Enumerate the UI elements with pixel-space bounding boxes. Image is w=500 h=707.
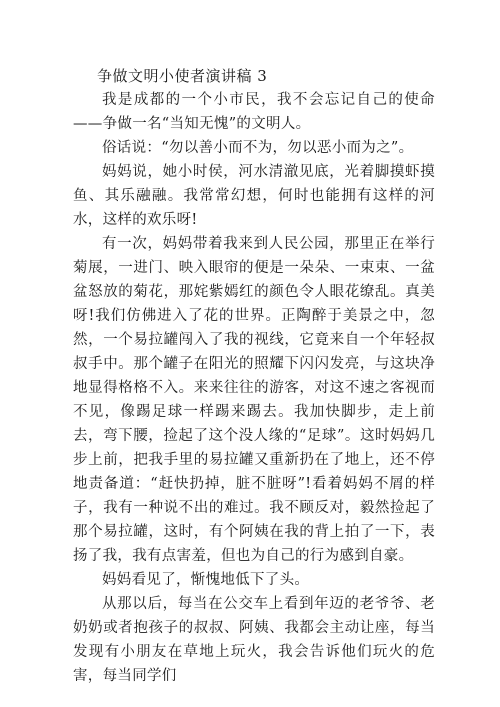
paragraph-proverb: 俗话说：“勿以善小而不为，勿以恶小而为之”。: [102, 140, 414, 156]
document-title: 争做文明小使者演讲稿 3: [97, 67, 268, 85]
paragraph-intro: 我是成都的一个小市民，我不会忘记自己的使命——争做一名“当知无愧”的文明人。: [73, 92, 435, 132]
paragraph-since-then: 从那以后，每当在公交车上看到年迈的老爷爷、老奶奶或者抱孩子的叔叔、阿姨、我都会主动让座，每当发现有小朋友在草地上玩火，我会告诉他们玩火的危害，每当同学们: [73, 596, 435, 684]
paragraph-mother-ashamed: 妈妈看见了，惭愧地低下了头。: [102, 572, 310, 588]
paragraph-park-story: 有一次，妈妈带着我来到人民公园，那里正在举行菊展，一进门、映入眼帘的便是一朵朵、一束束、一盆盆怒放的菊花，那姹紫嫣红的颜色令人眼花缭乱。真美呀!我们仿佛进入了花的世界。正陶醉于美景之中，忽然，一个易拉罐闯入了我的视线，它竟来自一个年轻叔叔手中。那个罐子在阳光的照耀下闪闪发亮，与这块净地显得格格不入。来来往往的游客，对这不速之客视而不见，像踢足球一样踢来踢去。我加快脚步，走上前去，弯下腰，捡起了这个没人缘的“足球”。这时妈妈几步上前，把我手里的易拉罐又重新扔在了地上，还不停地责备道：“赶快扔掉，脏不脏呀”!看着妈妈不屑的样子，我有一种说不出的难过。我不顾反对，毅然捡起了那个易拉罐，这时，有个阿姨在我的背上拍了一下，表扬了我，我有点害羞，但也为自己的行为感到自豪。: [73, 236, 435, 564]
paragraph-mother-childhood: 妈妈说，她小时侯，河水清澈见底，光着脚摸虾摸鱼、其乐融融。我常常幻想，何时也能拥有这样的河水，这样的欢乐呀!: [73, 164, 435, 228]
document-page: [73, 64, 435, 688]
